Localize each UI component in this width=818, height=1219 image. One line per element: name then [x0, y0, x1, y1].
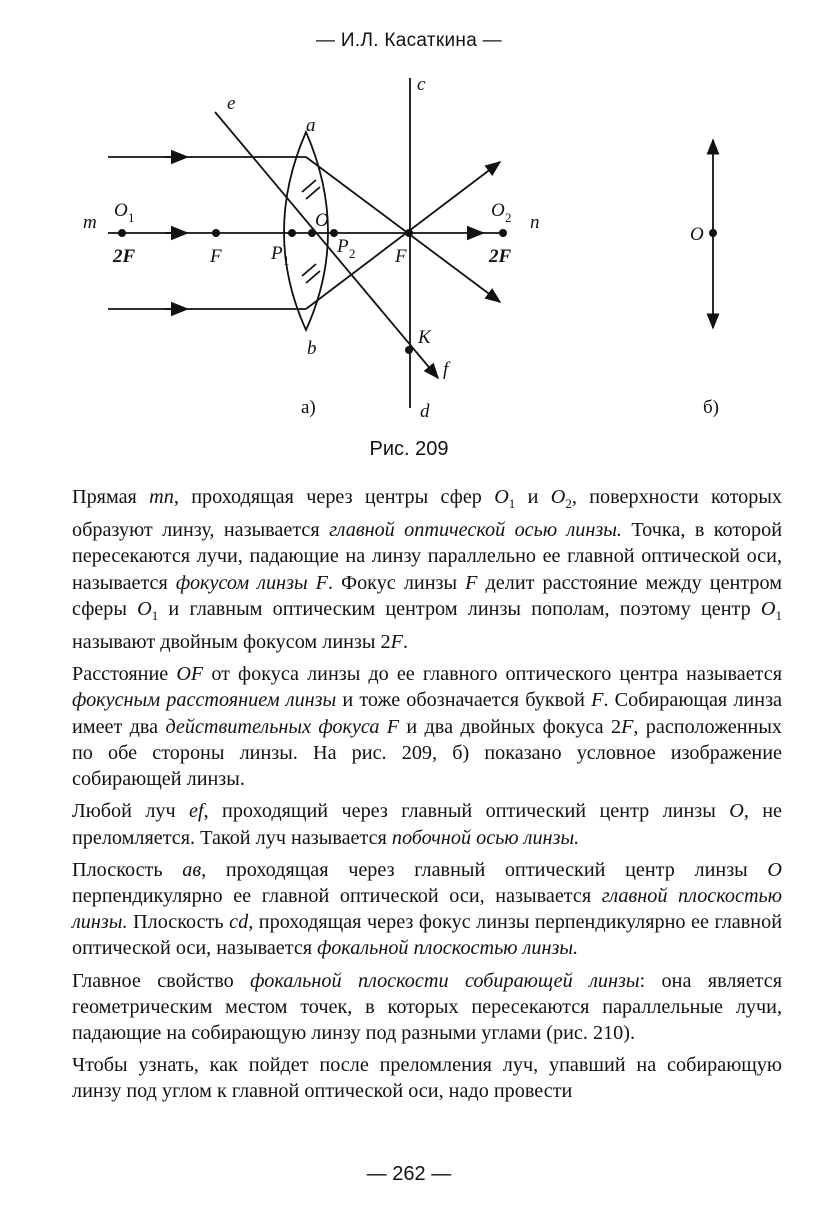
label-f: f	[443, 359, 449, 380]
label-part-b: б)	[703, 397, 719, 418]
label-2F-right: 2F	[489, 246, 512, 267]
label-P2: P	[337, 236, 349, 257]
label-O: O	[315, 210, 329, 231]
label-b: b	[307, 338, 317, 359]
label-e: e	[227, 93, 236, 114]
paragraph: Любой луч ef, проходящий через главный оптический центр линзы O, не преломляется. Такой луч называется побочной осью линзы.	[72, 800, 783, 849]
label-O2: O	[491, 200, 505, 221]
label-a: a	[306, 115, 316, 136]
paragraph: Чтобы узнать, как пойдет после преломления луч, упавший на собирающую линзу под углом к главной оптической оси, надо провести	[72, 1054, 782, 1103]
paragraph: Плоскость ав, проходящая через главный оптический центр линзы O перпендикулярно ее главной оптической оси, называется главной плоскостью линзы. Плоскость cd, проходящая через фокус линзы перпендикулярно ее главной оптической оси, называется фокальной плоскостью линзы.	[72, 858, 783, 960]
paragraph: Расстояние OF от фокуса линзы до ее главного оптического центра называется фокусным расстоянием линзы и тоже обозначается буквой F. Собирающая линза имеет два действительных фокуса F и два двойных фокуса 2F, расположенных по обе стороны линзы. На рис. 209, б) показано условное изображение собирающей линзы.	[72, 663, 782, 791]
paragraph: Главное свойство фокальной плоскости собирающей линзы: она является геометрическим местом точек, в которых пересекаются параллельные лучи, падающие на собирающую линзу под разными углами (рис. 210).	[72, 969, 782, 1044]
label-O-b: O	[690, 224, 704, 245]
label-P2-sub: 2	[349, 246, 356, 261]
paragraph: Прямая mn, проходящая через центры сфер $O_1$ и $O_2$, поверхности которых образуют линзу, называется главной оптической осью линзы. Точка, в которой пересекаются лучи, падающие на линзу параллельно ее главной оптической оси, называется фокусом линзы F. Фокус линзы F делит расстояние между центром сферы $O_1$ и главным оптическим центром линзы пополам, поэтому центр $O_1$ называют двойным фокусом линзы 2F.	[72, 486, 782, 654]
label-2F-left: 2F	[113, 246, 136, 267]
body-text	[74, 484, 782, 1111]
figure-caption: Рис. 209	[369, 438, 449, 460]
label-F-right: F	[395, 246, 407, 267]
label-K: K	[418, 327, 431, 348]
label-P1: P	[271, 243, 283, 264]
running-header: — И.Л. Касаткина —	[316, 30, 502, 51]
figure-209	[0, 60, 818, 430]
label-m: m	[83, 212, 97, 233]
label-n: n	[530, 212, 540, 233]
label-O1-sub: 1	[128, 210, 135, 225]
label-part-a: а)	[301, 397, 316, 418]
label-O1: O	[114, 200, 128, 221]
label-d: d	[420, 401, 430, 422]
label-O2-sub: 2	[505, 210, 512, 225]
page-number: — 262 —	[366, 1163, 452, 1185]
label-P1-sub: 1	[283, 253, 290, 268]
label-c: c	[417, 74, 426, 95]
secondary-axis-ef	[215, 112, 438, 378]
label-F-left: F	[210, 246, 222, 267]
